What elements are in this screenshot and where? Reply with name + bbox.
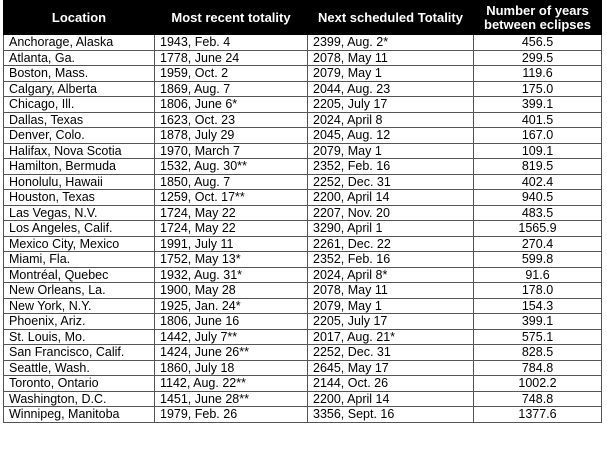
table-row: [4, 298, 602, 314]
table-row: [4, 143, 602, 159]
table-row: [4, 329, 602, 345]
cell-next-scheduled-totality: 2200, April 14: [308, 190, 474, 206]
cell-location: Seattle, Wash.: [4, 360, 155, 376]
cell-next-scheduled-totality: 3290, April 1: [308, 221, 474, 237]
table-row: [4, 345, 602, 361]
cell-most-recent-totality: 1979, Feb. 26: [155, 407, 308, 423]
table-row: [4, 283, 602, 299]
cell-location: Toronto, Ontario: [4, 376, 155, 392]
cell-location: Chicago, Ill.: [4, 97, 155, 113]
cell-years-between-eclipses: 399.1: [474, 314, 602, 330]
cell-years-between-eclipses: 483.5: [474, 205, 602, 221]
cell-next-scheduled-totality: 2045, Aug. 12: [308, 128, 474, 144]
cell-most-recent-totality: 1925, Jan. 24*: [155, 298, 308, 314]
eclipse-table: [3, 0, 602, 423]
cell-years-between-eclipses: 109.1: [474, 143, 602, 159]
cell-years-between-eclipses: 167.0: [474, 128, 602, 144]
table-row: [4, 391, 602, 407]
cell-most-recent-totality: 1724, May 22: [155, 221, 308, 237]
cell-most-recent-totality: 1623, Oct. 23: [155, 112, 308, 128]
header-years-between-eclipses: Number of years between eclipses: [474, 1, 602, 35]
table-row: [4, 81, 602, 97]
cell-most-recent-totality: 1806, June 6*: [155, 97, 308, 113]
cell-most-recent-totality: 1451, June 28**: [155, 391, 308, 407]
table-row: [4, 112, 602, 128]
cell-most-recent-totality: 1970, March 7: [155, 143, 308, 159]
cell-most-recent-totality: 1878, July 29: [155, 128, 308, 144]
cell-location: Calgary, Alberta: [4, 81, 155, 97]
table-row: [4, 376, 602, 392]
header-location: Location: [4, 1, 155, 35]
table-row: [4, 314, 602, 330]
header-row: [4, 1, 602, 35]
cell-most-recent-totality: 1442, July 7**: [155, 329, 308, 345]
cell-years-between-eclipses: 270.4: [474, 236, 602, 252]
cell-next-scheduled-totality: 2144, Oct. 26: [308, 376, 474, 392]
table-row: [4, 97, 602, 113]
cell-next-scheduled-totality: 2205, July 17: [308, 97, 474, 113]
cell-most-recent-totality: 1900, May 28: [155, 283, 308, 299]
cell-most-recent-totality: 1142, Aug. 22**: [155, 376, 308, 392]
cell-next-scheduled-totality: 2252, Dec. 31: [308, 174, 474, 190]
cell-location: Winnipeg, Manitoba: [4, 407, 155, 423]
cell-next-scheduled-totality: 2078, May 11: [308, 283, 474, 299]
cell-location: Atlanta, Ga.: [4, 50, 155, 66]
table-row: [4, 360, 602, 376]
cell-years-between-eclipses: 402.4: [474, 174, 602, 190]
cell-next-scheduled-totality: 2024, April 8*: [308, 267, 474, 283]
cell-next-scheduled-totality: 2079, May 1: [308, 298, 474, 314]
cell-next-scheduled-totality: 2645, May 17: [308, 360, 474, 376]
table-row: [4, 50, 602, 66]
cell-next-scheduled-totality: 2352, Feb. 16: [308, 252, 474, 268]
table-row: [4, 66, 602, 82]
cell-years-between-eclipses: 401.5: [474, 112, 602, 128]
cell-most-recent-totality: 1778, June 24: [155, 50, 308, 66]
cell-most-recent-totality: 1869, Aug. 7: [155, 81, 308, 97]
cell-years-between-eclipses: 748.8: [474, 391, 602, 407]
table-row: [4, 159, 602, 175]
cell-next-scheduled-totality: 2205, July 17: [308, 314, 474, 330]
cell-most-recent-totality: 1806, June 16: [155, 314, 308, 330]
cell-location: Houston, Texas: [4, 190, 155, 206]
cell-location: New Orleans, La.: [4, 283, 155, 299]
cell-most-recent-totality: 1259, Oct. 17**: [155, 190, 308, 206]
cell-next-scheduled-totality: 2252, Dec. 31: [308, 345, 474, 361]
table-row: [4, 221, 602, 237]
cell-most-recent-totality: 1932, Aug. 31*: [155, 267, 308, 283]
table-row: [4, 267, 602, 283]
table-body: [4, 35, 602, 423]
cell-location: Washington, D.C.: [4, 391, 155, 407]
cell-next-scheduled-totality: 3356, Sept. 16: [308, 407, 474, 423]
cell-location: Los Angeles, Calif.: [4, 221, 155, 237]
cell-location: New York, N.Y.: [4, 298, 155, 314]
cell-most-recent-totality: 1959, Oct. 2: [155, 66, 308, 82]
cell-years-between-eclipses: 154.3: [474, 298, 602, 314]
cell-next-scheduled-totality: 2352, Feb. 16: [308, 159, 474, 175]
cell-location: Hamilton, Bermuda: [4, 159, 155, 175]
cell-most-recent-totality: 1943, Feb. 4: [155, 35, 308, 51]
table-row: [4, 236, 602, 252]
cell-next-scheduled-totality: 2261, Dec. 22: [308, 236, 474, 252]
cell-location: Honolulu, Hawaii: [4, 174, 155, 190]
cell-location: Anchorage, Alaska: [4, 35, 155, 51]
table-row: [4, 190, 602, 206]
cell-years-between-eclipses: 178.0: [474, 283, 602, 299]
cell-next-scheduled-totality: 2017, Aug. 21*: [308, 329, 474, 345]
cell-location: Dallas, Texas: [4, 112, 155, 128]
cell-years-between-eclipses: 119.6: [474, 66, 602, 82]
cell-years-between-eclipses: 599.8: [474, 252, 602, 268]
table-header: [4, 1, 602, 35]
cell-years-between-eclipses: 1565.9: [474, 221, 602, 237]
cell-location: Montréal, Quebec: [4, 267, 155, 283]
cell-next-scheduled-totality: 2207, Nov. 20: [308, 205, 474, 221]
cell-location: Boston, Mass.: [4, 66, 155, 82]
cell-location: Las Vegas, N.V.: [4, 205, 155, 221]
cell-most-recent-totality: 1724, May 22: [155, 205, 308, 221]
table-row: [4, 407, 602, 423]
cell-most-recent-totality: 1532, Aug. 30**: [155, 159, 308, 175]
cell-location: Phoenix, Ariz.: [4, 314, 155, 330]
cell-years-between-eclipses: 940.5: [474, 190, 602, 206]
cell-years-between-eclipses: 399.1: [474, 97, 602, 113]
cell-years-between-eclipses: 299.5: [474, 50, 602, 66]
cell-location: Mexico City, Mexico: [4, 236, 155, 252]
table-row: [4, 205, 602, 221]
header-most-recent-totality: Most recent totality: [155, 1, 308, 35]
cell-years-between-eclipses: 784.8: [474, 360, 602, 376]
cell-next-scheduled-totality: 2044, Aug. 23: [308, 81, 474, 97]
cell-years-between-eclipses: 1002.2: [474, 376, 602, 392]
cell-years-between-eclipses: 819.5: [474, 159, 602, 175]
header-next-scheduled-totality: Next scheduled Totality: [308, 1, 474, 35]
cell-years-between-eclipses: 575.1: [474, 329, 602, 345]
cell-years-between-eclipses: 175.0: [474, 81, 602, 97]
cell-years-between-eclipses: 828.5: [474, 345, 602, 361]
cell-next-scheduled-totality: 2024, April 8: [308, 112, 474, 128]
cell-years-between-eclipses: 91.6: [474, 267, 602, 283]
cell-most-recent-totality: 1991, July 11: [155, 236, 308, 252]
cell-next-scheduled-totality: 2200, April 14: [308, 391, 474, 407]
cell-next-scheduled-totality: 2079, May 1: [308, 66, 474, 82]
cell-next-scheduled-totality: 2078, May 11: [308, 50, 474, 66]
cell-years-between-eclipses: 1377.6: [474, 407, 602, 423]
cell-most-recent-totality: 1424, June 26**: [155, 345, 308, 361]
cell-next-scheduled-totality: 2399, Aug. 2*: [308, 35, 474, 51]
cell-most-recent-totality: 1850, Aug. 7: [155, 174, 308, 190]
cell-most-recent-totality: 1752, May 13*: [155, 252, 308, 268]
cell-location: Miami, Fla.: [4, 252, 155, 268]
cell-location: St. Louis, Mo.: [4, 329, 155, 345]
table-row: [4, 174, 602, 190]
cell-years-between-eclipses: 456.5: [474, 35, 602, 51]
cell-most-recent-totality: 1860, July 18: [155, 360, 308, 376]
cell-location: Halifax, Nova Scotia: [4, 143, 155, 159]
table-row: [4, 35, 602, 51]
cell-next-scheduled-totality: 2079, May 1: [308, 143, 474, 159]
table-row: [4, 128, 602, 144]
cell-location: San Francisco, Calif.: [4, 345, 155, 361]
cell-location: Denver, Colo.: [4, 128, 155, 144]
table-row: [4, 252, 602, 268]
